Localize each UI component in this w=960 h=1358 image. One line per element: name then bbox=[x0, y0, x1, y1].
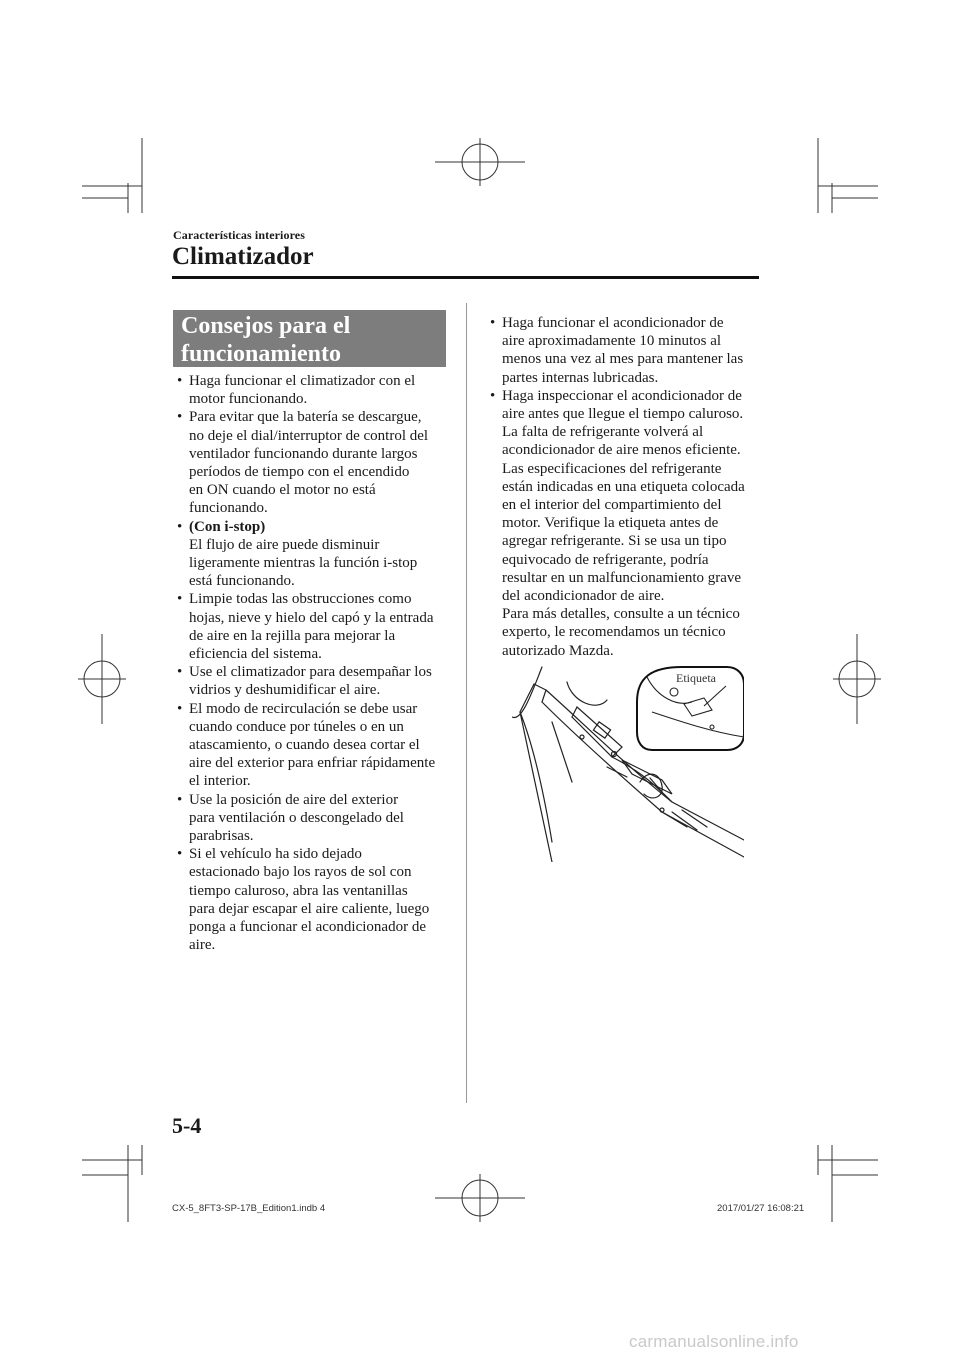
chapter-title: Climatizador bbox=[172, 243, 314, 270]
bullet-dot: • bbox=[177, 846, 183, 863]
list-item: • El modo de recirculación se debe usar cuando conduce por túneles o en un atascamiento, o cuando desea cortar el aire del exterior para enfriar rápidamente el interior. bbox=[177, 700, 436, 790]
section-heading: Consejos para el funcionamiento bbox=[173, 310, 446, 367]
engine-compartment-illustration bbox=[512, 662, 744, 862]
footer-timestamp: 2017/01/27 16:08:21 bbox=[717, 1203, 805, 1214]
page-number: 5-4 bbox=[172, 1113, 202, 1138]
bullet-dot: • bbox=[177, 373, 183, 389]
list-item: • Limpie todas las obstrucciones como hojas, nieve y hielo del capó y la entrada de aire en la rejilla para mejorar la eficiencia del sistema. bbox=[177, 591, 434, 663]
list-item: • Haga funcionar el climatizador con el motor funcionando. bbox=[177, 373, 416, 408]
section-label: Características interiores bbox=[173, 228, 305, 242]
bullet-dot: • bbox=[177, 409, 183, 426]
header-rule bbox=[172, 276, 759, 279]
right-column bbox=[490, 314, 765, 660]
bullet-dot: • bbox=[490, 387, 496, 404]
bullet-dot: • bbox=[177, 518, 183, 535]
list-item: • Si el vehículo ha sido dejado estacionado bajo los rayos de sol con tiempo caluroso, abra las ventanillas para dejar escapar el aire caliente, luego ponga a funcionar el acondicionador de aire. bbox=[177, 846, 430, 954]
list-item: • Para evitar que la batería se descargue, no deje el dial/interruptor de control del ventilador funcionando durante largos períodos de tiempo con el encendido en ON cuando el motor no está funcionando. bbox=[177, 409, 429, 517]
left-column bbox=[177, 372, 462, 955]
bullet-dot: • bbox=[177, 700, 183, 717]
list-item: • Use el climatizador para desempañar los vidrios y deshumidificar el aire. bbox=[177, 664, 432, 699]
list-item: • Haga inspeccionar el acondicionador de aire antes que llegue el tiempo caluroso. La falta de refrigerante volverá al acondicionador de aire menos eficiente. Las especificaciones del refrigerante están indicadas en una etiqueta colocada en el interior del compartimiento del motor. Verifique la etiqueta antes de agregar refrigerante. Si se usa un tipo equivocado de refrigerante, podría resultar en un malfuncionamiento grave del acondicionador de aire. Para más detalles, consulte a un técnico experto, le recomendamos un técnico autorizado Mazda. bbox=[490, 387, 745, 659]
list-item: • Haga funcionar el acondicionador de aire aproximadamente 10 minutos al menos una vez al mes para mantener las partes internas lubricadas. bbox=[490, 315, 744, 386]
list-item: • (Con i-stop) El flujo de aire puede disminuir ligeramente mientras la función i-stop está funcionando. bbox=[177, 518, 462, 591]
footer-file-info: CX-5_8FT3-SP-17B_Edition1.indb 4 bbox=[172, 1203, 326, 1214]
bullet-dot: • bbox=[177, 664, 183, 681]
column-divider bbox=[466, 303, 467, 1103]
list-item: • Use la posición de aire del exterior para ventilación o descongelado del parabrisas. bbox=[177, 791, 404, 845]
watermark: carmanualsonline.info bbox=[629, 1332, 799, 1351]
bullet-dot: • bbox=[490, 315, 496, 331]
list-item-label: (Con i-stop) bbox=[189, 518, 266, 535]
bullet-dot: • bbox=[177, 591, 183, 608]
figure-callout-label: Etiqueta bbox=[676, 671, 716, 685]
bullet-dot: • bbox=[177, 791, 183, 808]
